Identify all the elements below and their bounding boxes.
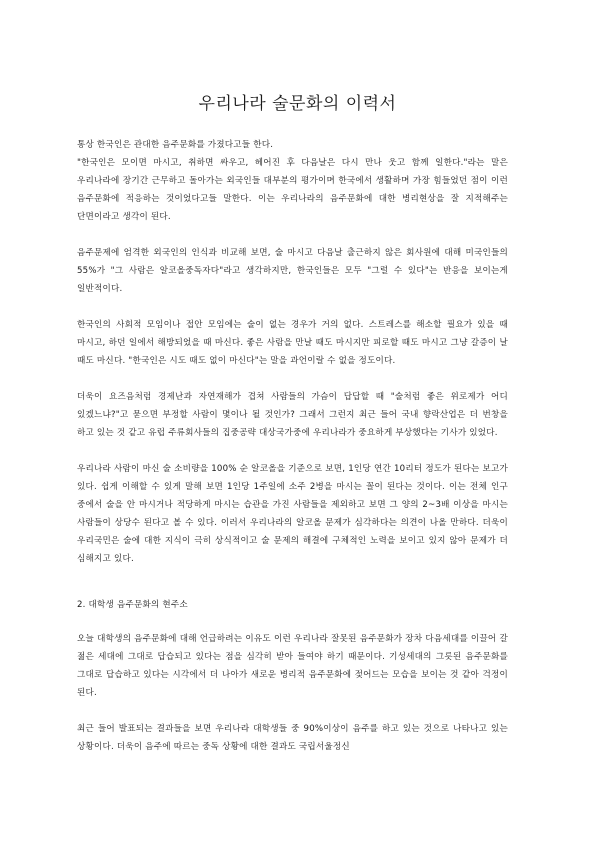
paragraph-consumption: 우리나라 사람이 마신 술 소비량을 100% 순 알코올을 기준으로 보면, 1인당 연간 10리터 정도가 된다는 보고가 있다. 쉽게 이해할 수 있게 말해 보면 1인당 1주일에 소주 2병을 마시는 꼴이 된다는 것이다. 이는 전체 인구 중에서 술을 안 마시거나 적당하게 마시는 습관을 가진 사람들을 제외하고 보면 그 양의 2~3배 이상을 마시는 사람들이 상당수 된다고 볼 수 있다. 이러서 우리나라의 알코올 문제가 심각하다는 의견이 나올 만하다. 더욱이 우리국민은 술에 대한 지식이 극히 상식적이고 술 문제의 해결에 구체적인 노력을 보이고 있지 않아 문제가 더 심해지고 있다.	[77, 464, 508, 564]
paragraph-students-intro: 오늘 대학생의 음주문화에 대해 언급하려는 이유도 이런 우리나라 잘못된 음주문화가 장차 다음세대를 이끌어 갈 젊은 세대에 그대로 답습되고 있다는 점을 심각히 받아 들여야 하기 때문이다. 기성세대의 그릇된 음주문화를 그대로 답습하고 있다는 시각에서 더 나아가 새로운 병리적 음주문화에 젖어드는 모습을 보이는 것 같아 걱정이 된다.	[77, 634, 508, 698]
paragraph-foreigner-quote: "한국인은 모이면 마시고, 취하면 싸우고, 헤어진 후 다음날은 다시 만나 웃고 함께 일한다."라는 말은 우리나라에 장기간 근무하고 돌아가는 외국인들 대부분의 평가이며 한국에서 생활하며 가장 힘들었던 점이 이런 음주문화에 적응하는 것이었다고들 말한다. 이는 우리나라의 음주문화에 대한 병리현상을 잘 지적해주는 단면이라고 생각이 된다.	[77, 158, 508, 222]
section-heading: 2. 대학생 음주문화의 현주소	[77, 600, 188, 610]
paragraph-social-gatherings: 한국인의 사회적 모임이나 접안 모임에는 술이 없는 경우가 거의 없다. 스트레스를 해소할 필요가 있을 때 마시고, 하던 일에서 해방되었을 때 마신다. 좋은 사람을 만날 때도 마시지만 피로할 때도 마시고 그냥 갈증이 날 때도 마신다. "한국인은 시도 때도 없이 마신다"는 말을 과언이랄 수 없을 정도이다.	[77, 320, 508, 366]
document-body	[77, 136, 508, 756]
paragraph-intro: 통상 한국인은 관대한 음주문화를 가졌다고들 한다.	[77, 140, 274, 150]
paragraph-comparison: 음주문제에 엄격한 외국인의 인식과 비교해 보면, 술 마시고 다음날 출근하지 않은 회사원에 대해 미국인들의 55%가 "그 사람은 알코올중독자다"라고 생각하지만, 한국인들은 모두 "그럴 수 있다"는 반응을 보이는게 일반적이다.	[77, 248, 508, 294]
paragraph-students-stats: 최근 들어 발표되는 결과들을 보면 우리나라 대학생들 중 90%이상이 음주를 하고 있는 것으로 나타나고 있는 상황이다. 더욱이 음주에 따르는 중독 상황에 대한 결과도 국립서울정신	[77, 724, 508, 752]
paragraph-economy: 더욱이 요즈음처럼 경제난과 자연재해가 겹쳐 사람들의 가슴이 답답할 때 "술처럼 좋은 위로제가 어디 있겠느냐?"고 묻으면 부정할 사람이 몇이나 될 것인가? 그래서 그런지 최근 들어 국내 향락산업은 더 번창을 하고 있는 것 같고 유럽 주류회사들의 집중공략 대상국가중에 우리나라가 중요하게 부상했다는 기사가 있었다.	[77, 392, 508, 438]
document-title: 우리나라 술문화의 이력서	[198, 94, 397, 114]
